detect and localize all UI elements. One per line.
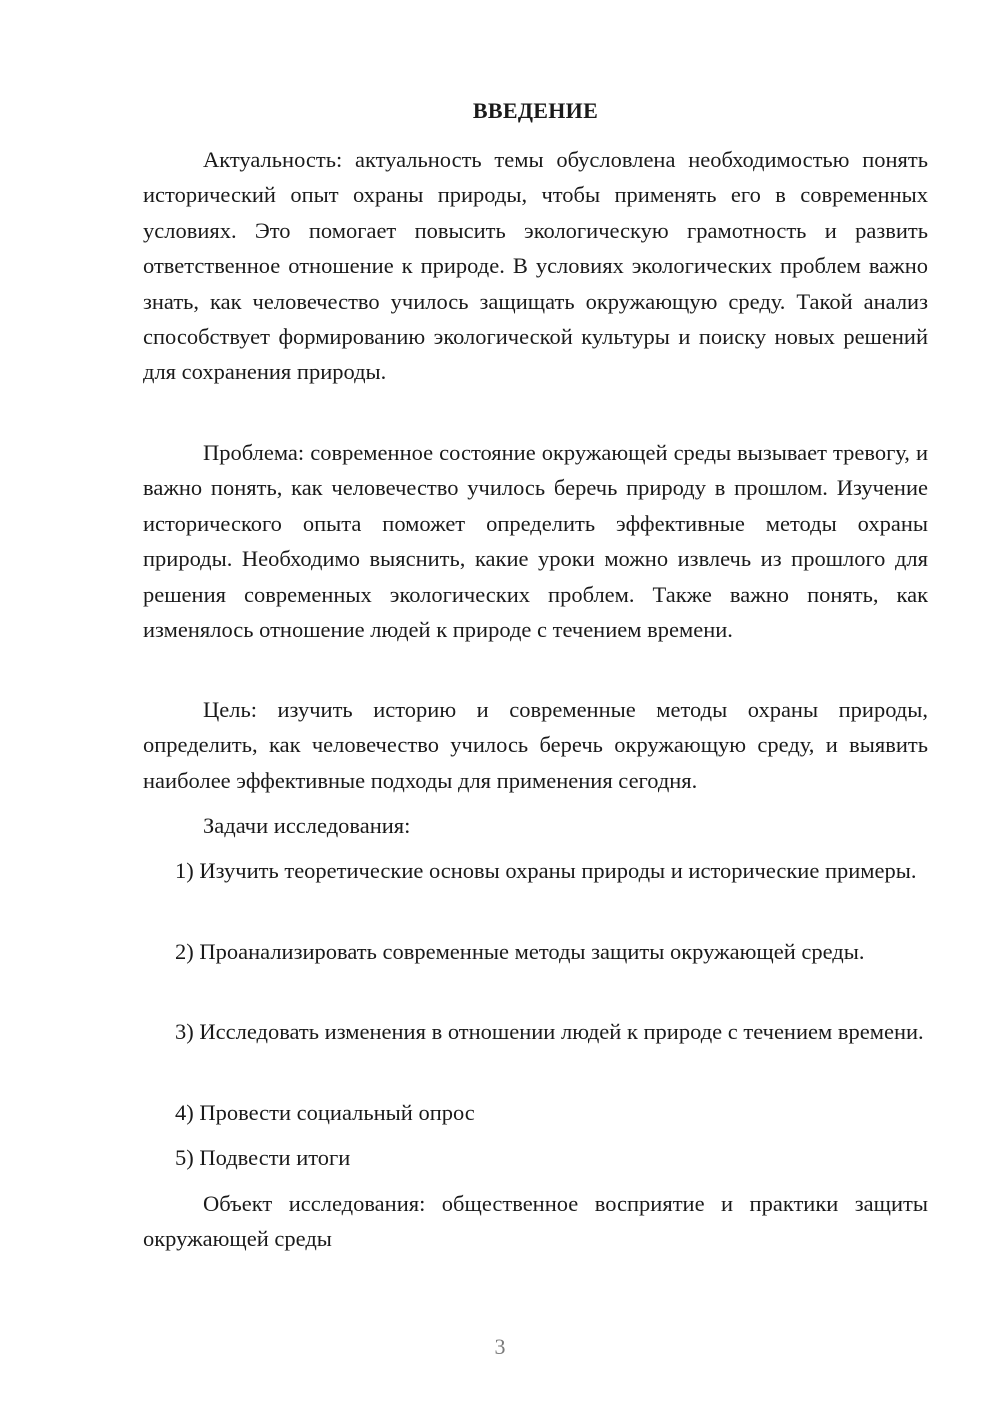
paragraph-object: Объект исследования: общественное восприятие и практики защиты окружающей среды: [143, 1191, 928, 1252]
task-item-4: 4) Провести социальный опрос: [175, 1100, 475, 1125]
paragraph-relevance: Актуальность: актуальность темы обусловлена необходимостью понять исторический опыт охраны природы, чтобы применять его в современных условиях. Это помогает повысить экологическую грамотность и развить ответственное отношение к природе. В условиях экологических проблем важно знать, как человечество училось защищать окружающую среду. Такой анализ способствует формированию экологической культуры и поиску новых решений для сохранения природы.: [143, 147, 928, 385]
paragraph-problem: Проблема: современное состояние окружающей среды вызывает тревогу, и важно понять, как человечество училось беречь природу в прошлом. Изучение исторического опыта поможет определить эффективные методы охраны природы. Необходимо выяснить, какие уроки можно извлечь из прошлого для решения современных экологических проблем. Также важно понять, как изменялось отношение людей к природе с течением времени.: [143, 440, 928, 643]
page-number: 3: [494, 1334, 506, 1359]
tasks-heading: Задачи исследования:: [203, 813, 411, 838]
task-item-2: 2) Проанализировать современные методы защиты окружающей среды.: [175, 939, 865, 964]
paragraph-goal: Цель: изучить историю и современные методы охраны природы, определить, как человечество училось беречь окружающую среду, и выявить наиболее эффективные подходы для применения сегодня.: [143, 697, 928, 793]
task-item-3: 3) Исследовать изменения в отношении людей к природе с течением времени.: [175, 1019, 924, 1044]
task-item-5: 5) Подвести итоги: [175, 1145, 351, 1170]
task-item-1: 1) Изучить теоретические основы охраны природы и исторические примеры.: [175, 858, 917, 883]
section-title: ВВЕДЕНИЕ: [472, 98, 599, 123]
